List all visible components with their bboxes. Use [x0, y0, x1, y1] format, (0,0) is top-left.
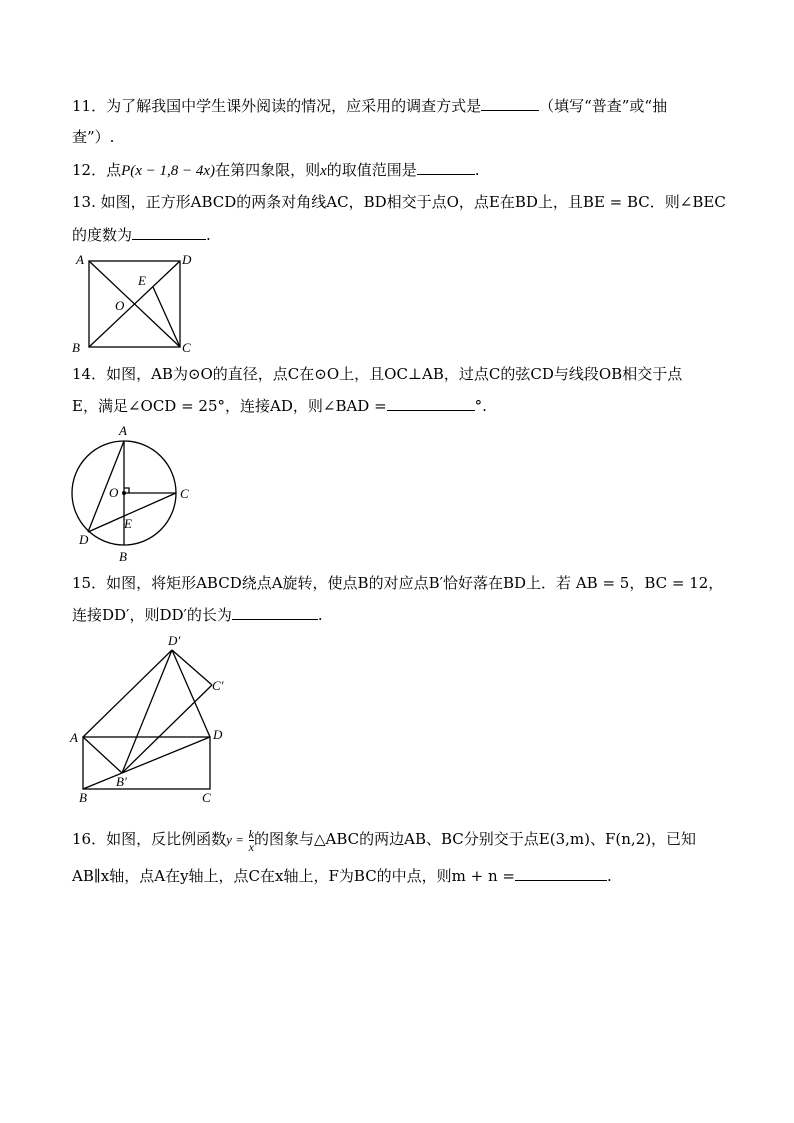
answer-blank-13[interactable] — [132, 225, 206, 240]
label-c: C — [180, 486, 189, 501]
figure-13-square — [70, 252, 200, 356]
segment-ab-prime — [83, 737, 122, 773]
label-d: D — [79, 532, 89, 547]
answer-blank-14[interactable] — [387, 396, 475, 411]
question-12: 12．点P(x − 1,8 − 4x)在第四象限，则x的取值范围是 . — [72, 161, 480, 179]
label-b: B — [79, 790, 87, 805]
segment-dd-prime — [172, 650, 210, 737]
fraction-k-over-x: $\frac{k}{x}$ — [248, 826, 254, 854]
label-o: O — [109, 485, 119, 500]
label-a: A — [119, 423, 127, 438]
question-14-line-2: E，满足∠OCD = 25°，连接AD，则∠BAD = °. — [72, 397, 487, 415]
segment-d-prime-b-prime — [122, 650, 172, 773]
answer-blank-11[interactable] — [481, 96, 539, 111]
label-d: D — [182, 252, 192, 267]
question-15-line-1: 15．如图，将矩形ABCD绕点A旋转，使点B的对应点B′恰好落在BD上．若 AB = 5，BC = 12， — [72, 574, 724, 592]
label-e: E — [124, 516, 132, 531]
question-14-line-1: 14．如图，AB为⊙O的直径，点C在⊙O上，且OC⊥AB，过点C的弦CD与线段OB相交于点 — [72, 365, 683, 383]
point-expression: P(x − 1,8 − 4x) — [121, 163, 216, 179]
label-d: D — [213, 727, 223, 742]
segment-c-prime-b-prime — [122, 685, 212, 773]
label-c: C — [182, 340, 191, 355]
question-11-line-2: 查”）. — [72, 128, 115, 146]
question-11-line-1: 11．为了解我国中学生课外阅读的情况，应采用的调查方式是 （填写“普查”或“抽 — [72, 97, 668, 115]
question-15-line-2: 连接DD′，则DD′的长为 . — [72, 606, 323, 624]
answer-blank-16[interactable] — [515, 866, 607, 881]
center-point — [122, 491, 126, 495]
label-a: A — [76, 252, 84, 267]
label-b: B — [72, 340, 80, 355]
segment-d-prime-c-prime — [172, 650, 212, 685]
question-16-line-2: AB∥x轴，点A在y轴上，点C在x轴上，F为BC的中点，则m + n = . — [72, 867, 612, 885]
segment-ec — [153, 287, 180, 347]
question-16-line-1: 16．如图，反比例函数y = $\frac{k}{x}$ 的图象与△ABC的两边AB、BC分别交于点E(3,m)、F(n,2)，已知 — [72, 826, 697, 854]
label-d-prime: D′ — [168, 633, 181, 648]
label-e: E — [138, 273, 146, 288]
answer-blank-12[interactable] — [417, 160, 475, 175]
label-a: A — [70, 730, 78, 745]
figure-14-circle — [66, 422, 196, 564]
figure-15-rectangle-rotation — [66, 630, 246, 808]
answer-blank-15[interactable] — [232, 605, 318, 620]
label-o: O — [115, 298, 125, 313]
label-c: C — [202, 790, 211, 805]
diagonal-bd — [83, 737, 210, 789]
label-c-prime: C′ — [212, 678, 224, 693]
label-b: B — [119, 549, 127, 564]
question-13-line-1: 13. 如图，正方形ABCD的两条对角线AC，BD相交于点O，点E在BD上，且BE = BC．则∠BEC — [72, 193, 726, 211]
question-13-line-2: 的度数为 . — [72, 226, 211, 244]
label-b-prime: B′ — [116, 774, 127, 789]
segment-ad-prime — [83, 650, 172, 737]
